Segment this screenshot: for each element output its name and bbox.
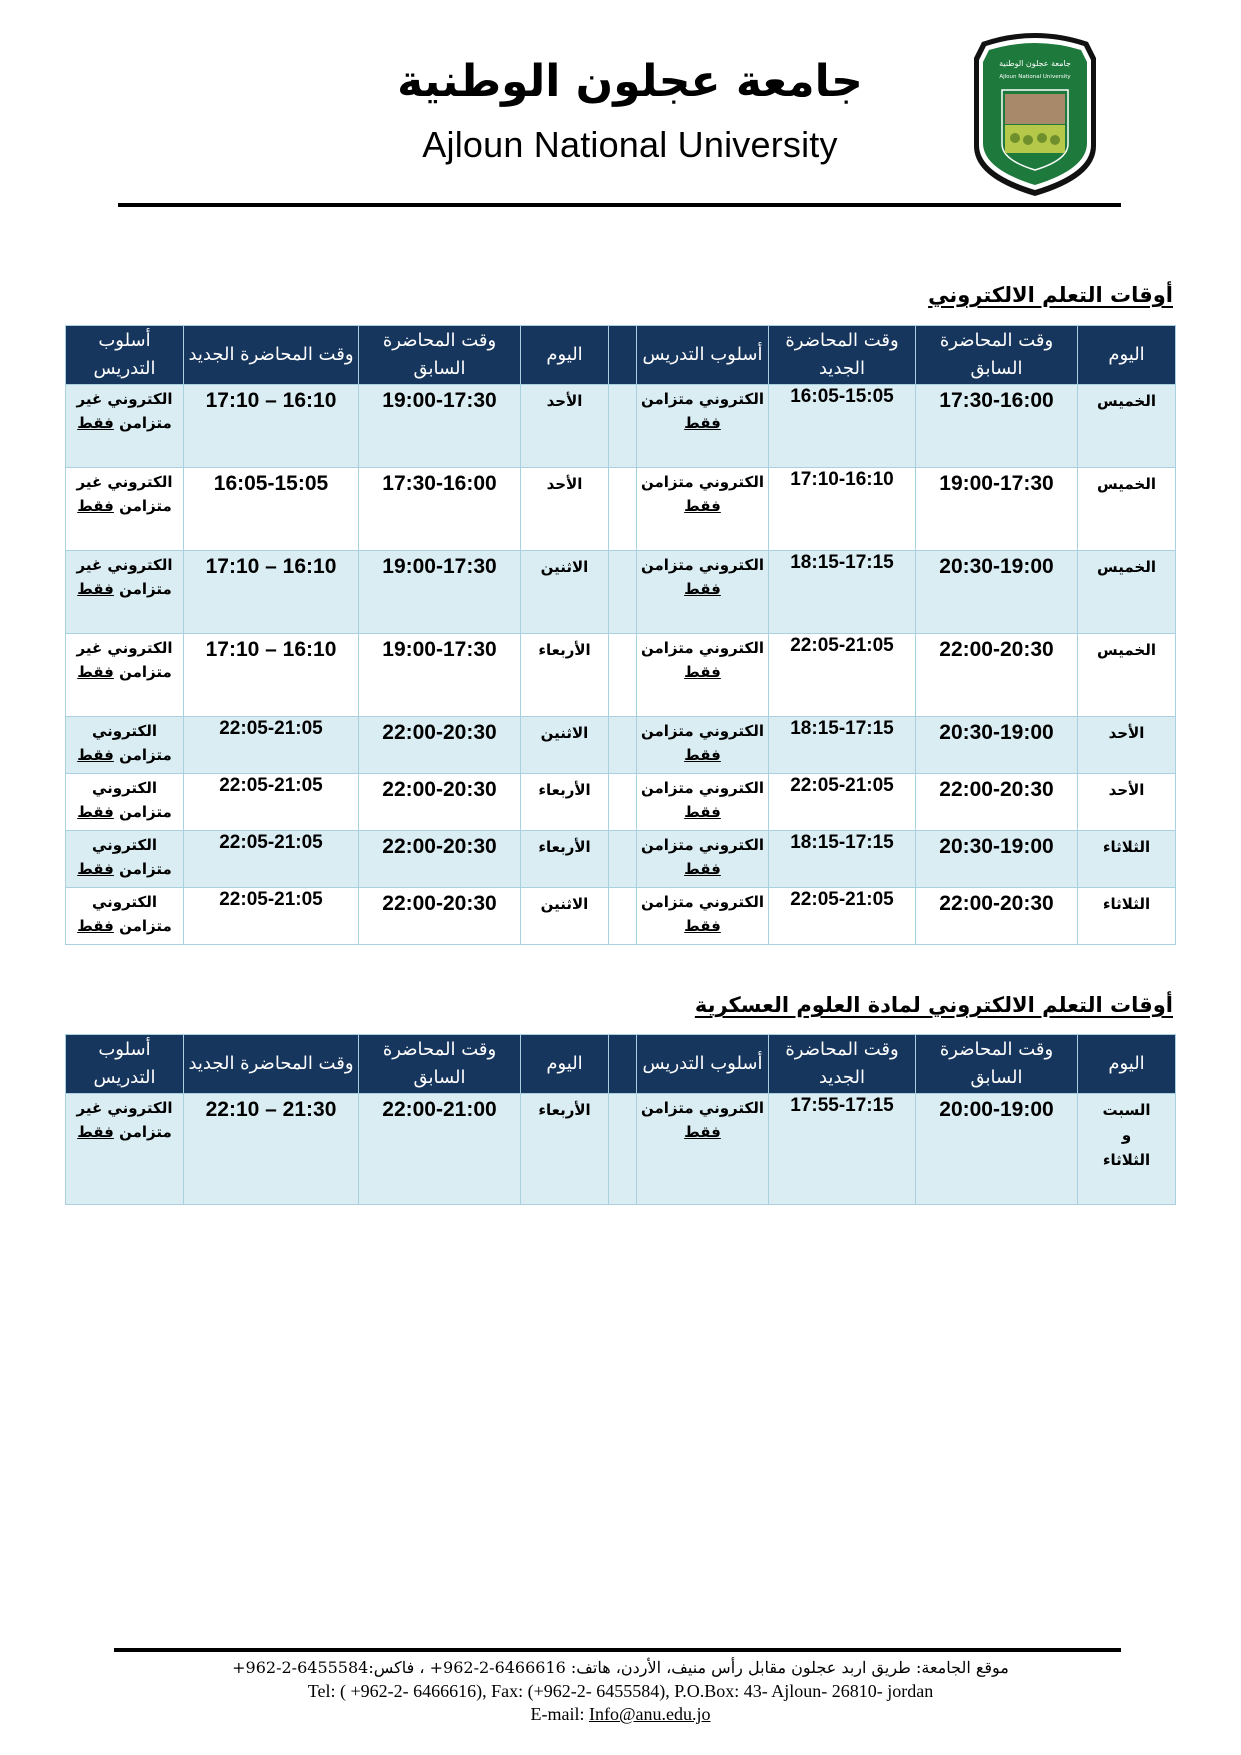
method-cell-right (637, 551, 769, 634)
day-cell-right: الخميس (1078, 634, 1176, 717)
new-time-cell-left: 16:05-15:05 (184, 468, 359, 551)
day-cell-left: الاثنين (521, 888, 609, 945)
old-time-cell-left: 22:00-20:30 (359, 774, 521, 831)
table-header-row (66, 326, 1176, 385)
old-time-cell-left: 22:00-20:30 (359, 888, 521, 945)
method-cell-right (637, 831, 769, 888)
method-cell-left (66, 831, 184, 888)
email-label: E-mail: (530, 1704, 589, 1724)
day-cell-right: الأحد (1078, 717, 1176, 774)
day-part: الثلاثاء (1102, 1151, 1151, 1169)
spacer-cell (609, 831, 637, 888)
day-cell-right (1078, 1094, 1176, 1205)
method-text: الكتروني متزامن (91, 779, 172, 821)
header-method-left: أسلوب التدريس (66, 326, 184, 385)
method-only-text: فقط (684, 746, 721, 764)
method-text: الكتروني متزامن (641, 1099, 764, 1117)
method-cell-left (66, 888, 184, 945)
day-part: و (1121, 1126, 1132, 1144)
table-row (66, 551, 1176, 634)
method-text: الكتروني غير متزامن (76, 1099, 173, 1141)
day-cell-left: الأربعاء (521, 831, 609, 888)
method-cell-right (637, 717, 769, 774)
header-spacer (609, 1035, 637, 1094)
email-link[interactable]: Info@anu.edu.jo (588, 1704, 711, 1724)
method-only-text: فقط (684, 580, 721, 598)
day-cell-right: الخميس (1078, 551, 1176, 634)
table-row (66, 717, 1176, 774)
elearning-schedule-table (65, 325, 1176, 945)
method-only-text: فقط (77, 860, 114, 878)
method-text: الكتروني متزامن (641, 893, 764, 911)
footer-contact-english: Tel: ( +962-2- 6466616), Fax: (+962-2- 6455584), P.O.Box: 43- Ajloun- 26810- jordan (307, 1681, 934, 1701)
university-name-english: Ajloun National University (422, 124, 838, 165)
method-cell-left (66, 774, 184, 831)
table-row (66, 888, 1176, 945)
footer-email (100, 1703, 1141, 1726)
method-text: الكتروني غير متزامن (76, 639, 173, 681)
spacer-cell (609, 468, 637, 551)
method-only-text: فقط (77, 803, 114, 821)
header-old-time-left: وقت المحاضرة السابق (359, 1035, 521, 1094)
day-cell-right: الخميس (1078, 385, 1176, 468)
method-text: الكتروني متزامن (641, 722, 764, 740)
method-cell-right (637, 385, 769, 468)
old-time-cell-right: 22:00-20:30 (916, 634, 1078, 717)
old-time-cell-right: 19:00-17:30 (916, 468, 1078, 551)
table-row (66, 634, 1176, 717)
method-only-text: فقط (77, 917, 114, 935)
method-text: الكتروني متزامن (641, 390, 764, 408)
table-row (66, 385, 1176, 468)
spacer-cell (609, 634, 637, 717)
day-cell-left: الأحد (521, 468, 609, 551)
day-cell-right: الثلاثاء (1078, 831, 1176, 888)
table-header-row (66, 1035, 1176, 1094)
method-cell-left (66, 1094, 184, 1205)
method-text: الكتروني متزامن (91, 722, 172, 764)
crest-castle-image (1005, 94, 1065, 124)
method-cell-left (66, 717, 184, 774)
section-title-military-science: أوقات التعلم الالكتروني لمادة العلوم العسكرية (694, 993, 1173, 1017)
header-new-time-left: وقت المحاضرة الجديد (184, 1035, 359, 1094)
footer-divider (114, 1648, 1121, 1652)
old-time-cell-right: 20:30-19:00 (916, 831, 1078, 888)
header-day-right: اليوم (1078, 1035, 1176, 1094)
section-title-elearning: أوقات التعلم الالكتروني (928, 283, 1173, 307)
old-time-cell-left: 22:00-20:30 (359, 831, 521, 888)
new-time-cell-right: 18:15-17:15 (769, 551, 916, 634)
university-crest-icon (970, 28, 1100, 200)
day-cell-right: الأحد (1078, 774, 1176, 831)
method-text: الكتروني متزامن (641, 836, 764, 854)
new-time-cell-left: 22:05-21:05 (184, 774, 359, 831)
method-text: الكتروني غير متزامن (76, 473, 173, 515)
method-only-text: فقط (684, 860, 721, 878)
method-only-text: فقط (77, 414, 114, 432)
method-only-text: فقط (684, 414, 721, 432)
header-divider (118, 203, 1121, 207)
new-time-cell-right: 17:10-16:10 (769, 468, 916, 551)
new-time-cell-right: 18:15-17:15 (769, 831, 916, 888)
new-time-cell-left: 22:05-21:05 (184, 831, 359, 888)
new-time-cell-left: 17:10 – 16:10 (184, 551, 359, 634)
header-method-left: أسلوب التدريس (66, 1035, 184, 1094)
method-cell-right (637, 888, 769, 945)
new-time-cell-right: 22:05-21:05 (769, 774, 916, 831)
method-cell-left (66, 551, 184, 634)
method-only-text: فقط (684, 803, 721, 821)
old-time-cell-left: 22:00-20:30 (359, 717, 521, 774)
day-cell-left: الأربعاء (521, 774, 609, 831)
method-text: الكتروني متزامن (641, 473, 764, 491)
method-text: الكتروني غير متزامن (76, 556, 173, 598)
header-spacer (609, 326, 637, 385)
method-cell-right (637, 634, 769, 717)
old-time-cell-left: 19:00-17:30 (359, 634, 521, 717)
old-time-cell-left: 19:00-17:30 (359, 551, 521, 634)
new-time-cell-left: 22:05-21:05 (184, 717, 359, 774)
new-time-cell-left: 22:10 – 21:30 (184, 1094, 359, 1205)
new-time-cell-right: 17:55-17:15 (769, 1094, 916, 1205)
crest-text-en: Ajloun National University (999, 74, 1071, 80)
old-time-cell-right: 20:30-19:00 (916, 551, 1078, 634)
spacer-cell (609, 1094, 637, 1205)
header-day-left: اليوم (521, 326, 609, 385)
header-day-right: اليوم (1078, 326, 1176, 385)
method-text: الكتروني متزامن (91, 893, 172, 935)
method-text: الكتروني متزامن (641, 556, 764, 574)
header-method-right: أسلوب التدريس (637, 1035, 769, 1094)
military-science-schedule-table (65, 1034, 1176, 1205)
method-text: الكتروني متزامن (641, 639, 764, 657)
new-time-cell-left: 17:10 – 16:10 (184, 634, 359, 717)
day-cell-left: الأربعاء (521, 1094, 609, 1205)
day-cell-left: الأربعاء (521, 634, 609, 717)
day-cell-right: الخميس (1078, 468, 1176, 551)
spacer-cell (609, 888, 637, 945)
old-time-cell-right: 22:00-20:30 (916, 888, 1078, 945)
method-only-text: فقط (684, 1123, 721, 1141)
old-time-cell-right: 20:00-19:00 (916, 1094, 1078, 1205)
day-cell-right: الثلاثاء (1078, 888, 1176, 945)
table-row (66, 1094, 1176, 1205)
method-only-text: فقط (77, 497, 114, 515)
method-text: الكتروني متزامن (641, 779, 764, 797)
table-row (66, 831, 1176, 888)
table-row (66, 774, 1176, 831)
header-day-left: اليوم (521, 1035, 609, 1094)
new-time-cell-left: 22:05-21:05 (184, 888, 359, 945)
day-cell-left: الاثنين (521, 717, 609, 774)
spacer-cell (609, 774, 637, 831)
new-time-cell-right: 22:05-21:05 (769, 634, 916, 717)
new-time-cell-right: 22:05-21:05 (769, 888, 916, 945)
old-time-cell-right: 20:30-19:00 (916, 717, 1078, 774)
day-cell-left: الأحد (521, 385, 609, 468)
day-cell-left: الاثنين (521, 551, 609, 634)
footer-address-arabic: موقع الجامعة: طريق اربد عجلون مقابل رأس منيف، الأردن، هاتف: 6466616-2-962+ ، فاكس:6455584-2-962+ (232, 1658, 1009, 1677)
header-new-time-right: وقت المحاضرة الجديد (769, 326, 916, 385)
header-old-time-right: وقت المحاضرة السابق (916, 1035, 1078, 1094)
method-cell-left (66, 385, 184, 468)
method-only-text: فقط (684, 917, 721, 935)
university-name-arabic: جامعة عجلون الوطنية (397, 56, 863, 107)
old-time-cell-left: 22:00-21:00 (359, 1094, 521, 1205)
method-cell-left (66, 468, 184, 551)
old-time-cell-left: 17:30-16:00 (359, 468, 521, 551)
old-time-cell-right: 22:00-20:30 (916, 774, 1078, 831)
spacer-cell (609, 385, 637, 468)
method-only-text: فقط (77, 663, 114, 681)
spacer-cell (609, 717, 637, 774)
method-only-text: فقط (77, 580, 114, 598)
header-old-time-left: وقت المحاضرة السابق (359, 326, 521, 385)
new-time-cell-right: 18:15-17:15 (769, 717, 916, 774)
method-cell-left (66, 634, 184, 717)
table-row (66, 468, 1176, 551)
new-time-cell-right: 16:05-15:05 (769, 385, 916, 468)
method-only-text: فقط (77, 1123, 114, 1141)
old-time-cell-left: 19:00-17:30 (359, 385, 521, 468)
method-cell-right (637, 774, 769, 831)
method-text: الكتروني غير متزامن (76, 390, 173, 432)
header-new-time-left: وقت المحاضرة الجديد (184, 326, 359, 385)
old-time-cell-right: 17:30-16:00 (916, 385, 1078, 468)
spacer-cell (609, 551, 637, 634)
method-text: الكتروني متزامن (91, 836, 172, 878)
method-cell-right (637, 1094, 769, 1205)
method-cell-right (637, 468, 769, 551)
header-old-time-right: وقت المحاضرة السابق (916, 326, 1078, 385)
day-part: السبت (1102, 1101, 1151, 1119)
method-only-text: فقط (684, 497, 721, 515)
new-time-cell-left: 17:10 – 16:10 (184, 385, 359, 468)
header-method-right: أسلوب التدريس (637, 326, 769, 385)
method-only-text: فقط (684, 663, 721, 681)
method-only-text: فقط (77, 746, 114, 764)
header-new-time-right: وقت المحاضرة الجديد (769, 1035, 916, 1094)
crest-text-ar: جامعة عجلون الوطنية (999, 59, 1071, 68)
